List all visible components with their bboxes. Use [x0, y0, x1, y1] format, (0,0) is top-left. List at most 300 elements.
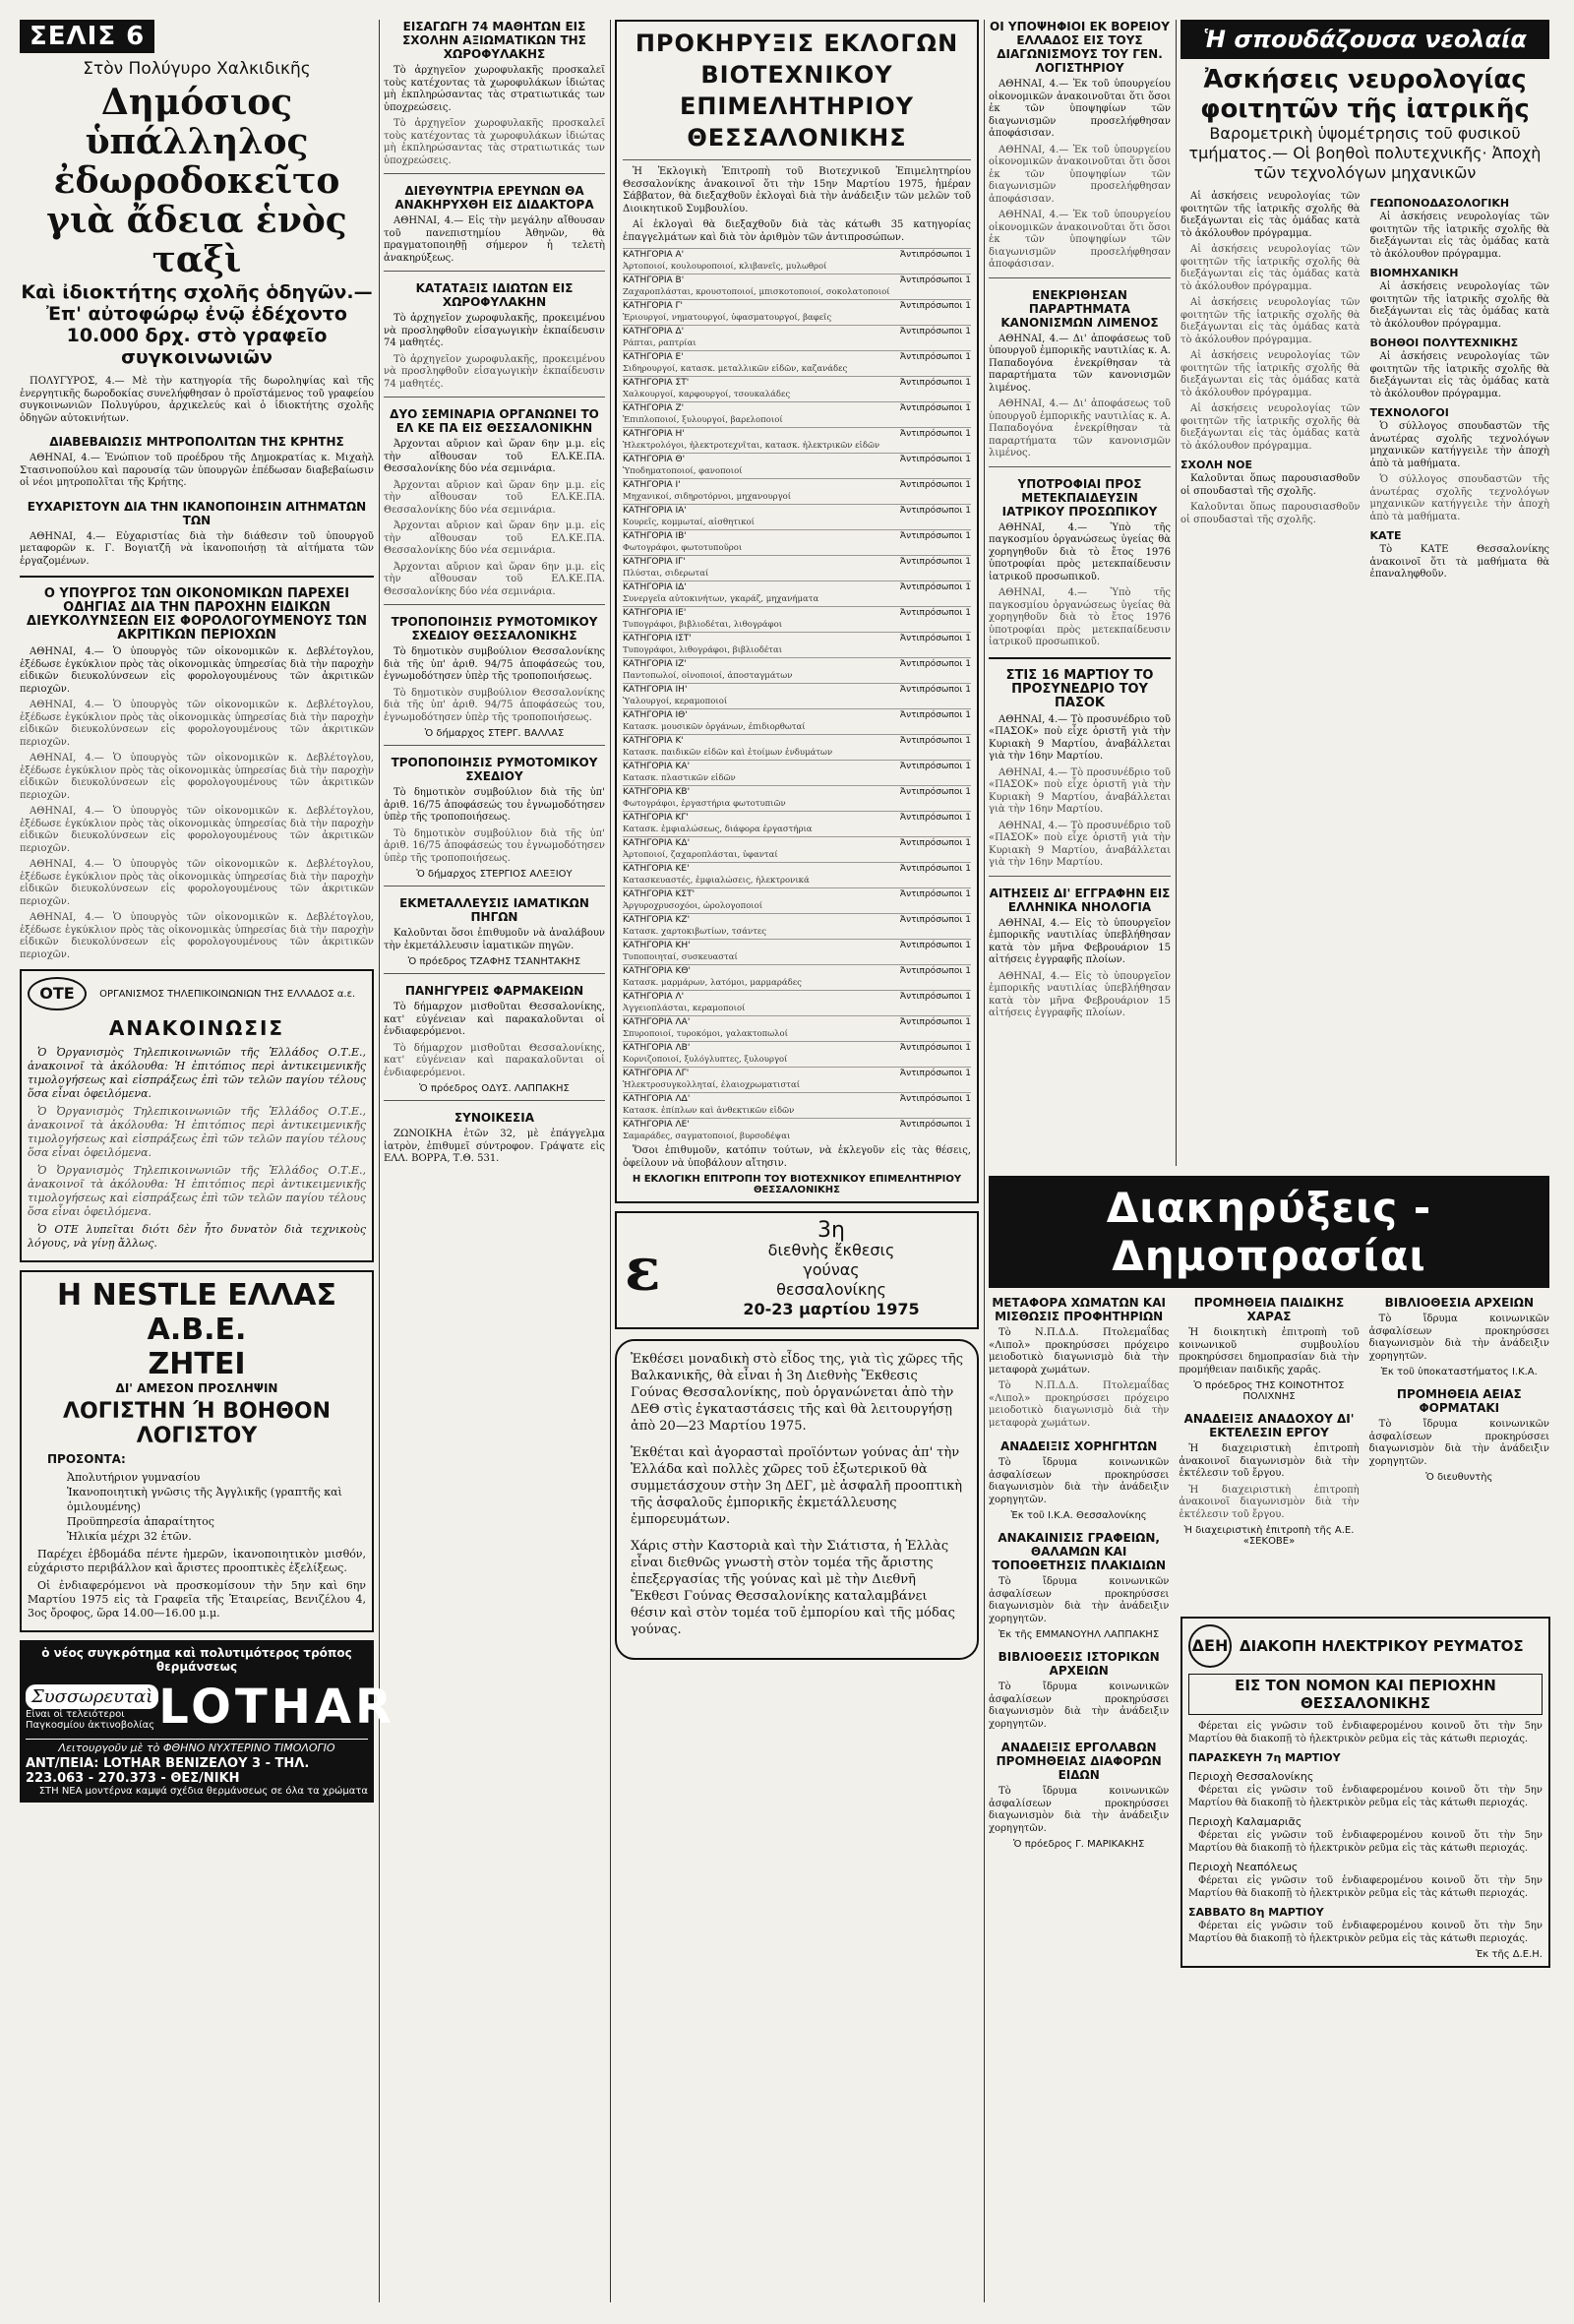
ote-announcement	[20, 969, 374, 1262]
category-name: ΚΑΤΗΓΟΡΙΑ ΙΣΤ'	[623, 634, 692, 643]
story-text: ΑΘΗΝΑΙ, 4.— Ὁ ὑπουργὸς τῶν οἰκονομικῶν κ. Δεβλέτογλου, ἐξέδωσε ἐγκύκλιον πρὸς τὰς οἰκονομικὰς ὑπηρεσίας διὰ τὴν παροχὴν εἰδικῶν διευκολύνσεων εἰς φορολογουμένους τῶν ἀκριτικῶν περιοχῶν.	[20, 912, 374, 960]
column-5	[1180, 20, 1549, 585]
category-desc: Κατασκ. ἐπίπλων καὶ ἀνθεκτικῶν εἰδῶν	[623, 1106, 795, 1116]
column-rule	[379, 20, 380, 2302]
divider	[384, 886, 605, 887]
category-row	[623, 478, 971, 492]
category-name: ΚΑΤΗΓΟΡΙΑ Ι'	[623, 480, 681, 490]
elections-signature: Η ΕΚΛΟΓΙΚΗ ΕΠΙΤΡΟΠΗ ΤΟΥ ΒΙΟΤΕΧΝΙΚΟΥ ΕΠΙΜΕΛΗΤΗΡΙΟΥ ΘΕΣΣΑΛΟΝΙΚΗΣ	[632, 1174, 962, 1195]
category-name: ΚΑΤΗΓΟΡΙΑ ΛΒ'	[623, 1043, 691, 1053]
dei-area: Περιοχὴ Νεαπόλεως	[1188, 1861, 1299, 1873]
expo-article	[615, 1339, 979, 1660]
story-text: ΑΘΗΝΑΙ, 4.— Ἐκ τοῦ ὑπουργείου οἰκονομικῶν ἀνακοινοῦται ὅτι ὅσοι ἐκ τῶν ὑποψηφίων τῶν διαγωνισμῶν προσελήφθησαν ἀποφάσισαν.	[989, 210, 1171, 270]
ote-text: Ὁ Ὀργανισμὸς Τηλεπικοινωνιῶν τῆς Ἑλλάδος Ο.Τ.Ε., ἀνακοινοῖ τὰ ἀκόλουθα: Ἡ ἐπιτόπιος περὶ ἀντικειμενικῆς τιμολογήσεως καὶ εἰσπράξεως ἐπὶ τῶν τελῶν παγίου τέλους ὅσα εἶναι ὀφειλόμενα.	[28, 1164, 366, 1218]
lothar-brand-row	[26, 1680, 395, 1735]
dei-area: Περιοχὴ Θεσσαλονίκης	[1188, 1770, 1314, 1783]
category-name: ΚΑΤΗΓΟΡΙΑ ΣΤ'	[623, 378, 690, 388]
expo-paragraph: Ἐκθέται καὶ ἀγορασταὶ προϊόντων γούνας ἀπ' τὴν Ἑλλάδα καὶ πολλὲς χῶρες τοῦ ἐξωτερικοῦ θὰ συμμετάσχουν στὴν 3η ΔΕΓ, μὲ ἀσφαλῆ προοπτικὴ τῆς ἀσφαλοῦς ἐμπορικῆς ἐκμετάλλευσης ἐμπορευμάτων.	[631, 1445, 962, 1527]
auction-text: Ἡ διαχειριστικὴ ἐπιτροπὴ ἀνακοινοῖ διαγωνισμὸν διὰ τὴν ἐκτέλεσιν τοῦ ἔργου.	[1179, 1443, 1360, 1479]
section-subhead: ΒΟΗΘΟΙ ΠΟΛΥΤΕΧΝΙΚΗΣ	[1369, 336, 1519, 349]
divider	[384, 604, 605, 605]
story-text: ΑΘΗΝΑΙ, 4.— Εἰς τὸ ὑπουργεῖον ἐμπορικῆς ναυτιλίας ὑπεβλήθησαν κατὰ τὸν μῆνα Φεβρουάριον 15 αἰτήσεις ἐγγραφῆς πλοίων.	[989, 917, 1171, 965]
story-text: Τὸ ἀρχηγεῖον χωροφυλακῆς προσκαλεῖ τοὺς κατέχοντας τὰ χωροφυλάκων ἰδιώτας μὴ ἐκπληρώσαντας τὰς στρατιωτικάς των ὑποχρεώσεις.	[384, 65, 605, 113]
divider	[384, 1100, 605, 1101]
story-text: Αἱ ἀσκήσεις νευρολογίας τῶν φοιτητῶν τῆς ἰατρικῆς σχολῆς θὰ διεξάγωνται εἰς τὰς ὁμάδας κατὰ τὸ ἀκόλουθον πρόγραμμα.	[1180, 403, 1361, 452]
auctions-section	[989, 1176, 1549, 1960]
expo-line: διεθνὴς ἔκθεσις	[767, 1241, 895, 1259]
category-name: ΚΑΤΗΓΟΡΙΑ ΚΒ'	[623, 787, 691, 797]
story-text: ΑΘΗΝΑΙ, 4.— Εἰς τὴν μεγάλην αἴθουσαν τοῦ πανεπιστημίου Ἀθηνῶν, θὰ πραγματοποιηθῇ σήμερον ἡ τελετὴ ἀνακηρύξεως.	[384, 215, 605, 264]
category-row	[623, 939, 971, 952]
section-subhead: ΣΧΟΛΗ ΝΟΕ	[1180, 459, 1252, 471]
story-headline: ΣΤΙΣ 16 ΜΑΡΤΙΟΥ ΤΟ ΠΡΟΣΥΝΕΔΡΙΟ ΤΟΥ ΠΑΣΟΚ	[1005, 667, 1154, 710]
story-text: Τὸ δημοτικὸν συμβούλιον Θεσσαλονίκης διὰ τῆς ὑπ' ἀριθ. 94/75 ἀποφάσεώς του, ἐγνωμοδότησεν ὑπὲρ τῆς τροποποιήσεως.	[384, 687, 605, 723]
category-reps: Ἀντιπρόσωποι 1	[899, 403, 971, 413]
dei-text: Φέρεται εἰς γνῶσιν τοῦ ἐνδιαφερομένου κοινοῦ ὅτι τὴν 5ην Μαρτίου θὰ διακοπῇ τὸ ἠλεκτρικὸν ρεῦμα εἰς τὰς κάτωθι περιοχάς.	[1188, 1830, 1543, 1854]
auction-text: Τὸ ἴδρυμα κοινωνικῶν ἀσφαλίσεων προκηρύσσει διαγωνισμὸν διὰ τὴν ἀνάδειξιν χορηγητῶν.	[989, 1682, 1170, 1730]
qual-item: Ἡλικία μέχρι 32 ἐτῶν.	[67, 1530, 192, 1543]
expo-number: 3η	[817, 1218, 845, 1243]
category-reps: Ἀντιπρόσωποι 1	[899, 506, 971, 516]
category-reps: Ἀντιπρόσωποι 1	[899, 301, 971, 311]
story-text: Ἀρχονται αὔριον καὶ ὥραν 6ην μ.μ. εἰς τὴν αἴθουσαν τοῦ ΕΛ.ΚΕ.ΠΑ. Θεσσαλονίκης δύο νέα σεμινάρια.	[384, 479, 605, 516]
dei-area: Περιοχὴ Καλαμαριᾶς	[1188, 1815, 1302, 1828]
story-headline: ΕΙΣΑΓΩΓΗ 74 ΜΑΘΗΤΩΝ ΕΙΣ ΣΧΟΛΗΝ ΑΞΙΩΜΑΤΙΚΩΝ ΤΗΣ ΧΩΡΟΦΥΛΑΚΗΣ	[402, 20, 586, 61]
ote-title: ΑΝΑΚΟΙΝΩΣΙΣ	[108, 1016, 285, 1040]
lothar-strip: Λειτουργοῦν μὲ τὸ ΦΘΗΝΟ ΝΥΧΤΕΡΙΝΟ ΤΙΜΟΛΟΓΙΟ	[26, 1739, 368, 1754]
category-reps: Ἀντιπρόσωποι 1	[899, 710, 971, 720]
category-row	[623, 325, 971, 338]
category-row	[623, 708, 971, 722]
auction-headline: ΑΝΑΔΕΙΞΙΣ ΕΡΓΟΛΑΒΩΝ ΠΡΟΜΗΘΕΙΑΣ ΔΙΑΦΟΡΩΝ ΕΙΔΩΝ	[996, 1741, 1162, 1782]
category-reps: Ἀντιπρόσωποι 1	[899, 1017, 971, 1027]
category-desc: Κορνιζοποιοί, ξυλόγλυπτες, ξυλουργοί	[623, 1055, 788, 1065]
lothar-brand: LOTHAR	[158, 1680, 395, 1735]
story-text: ΑΘΗΝΑΙ, 4.— Δι' ἀποφάσεως τοῦ ὑπουργοῦ ἐμπορικῆς ναυτιλίας κ. Α. Παπαδογόνα ἐνεκρίθησαν τὰ παραρτήματα τῶν κανονισμῶν λιμένος.	[989, 398, 1171, 459]
category-name: ΚΑΤΗΓΟΡΙΑ Λ'	[623, 992, 685, 1002]
category-row	[623, 299, 971, 313]
auctions-banner: Διακηρύξεις - Δημοπρασίαι	[989, 1176, 1549, 1288]
story-headline: Ο ΥΠΟΥΡΓΟΣ ΤΩΝ ΟΙΚΟΝΟΜΙΚΩΝ ΠΑΡΕΧΕΙ ΟΔΗΓΙΑΣ ΔΙΑ ΤΗΝ ΠΑΡΟΧΗΝ ΕΙΔΙΚΩΝ ΔΙΕΥΚΟΛΥΝΣΕΩΝ ΕΙΣ ΦΟΡΟΛΟΓΟΥΜΕΝΟΥΣ ΤΩΝ ΑΚΡΙΤΙΚΩΝ ΠΕΡΙΟΧΩΝ	[27, 586, 367, 642]
category-desc: Κουρεῖς, κομμωταί, αἰσθητικοί	[623, 518, 756, 527]
category-desc: Κατασκ. ἐμφιαλώσεως, διάφορα ἐργαστήρια	[623, 825, 813, 834]
lothar-tagline: ὁ νέος συγκρότημα καὶ πολυτιμότερος τρόπος θερμάνσεως	[41, 1646, 352, 1674]
auction-signature: Ἐκ τῆς ΕΜΜΑΝΟΥΗΛ ΛΑΠΠΑΚΗΣ	[999, 1629, 1160, 1640]
youth-col-left	[1180, 191, 1361, 585]
story-text: ΑΘΗΝΑΙ, 4.— Ἐκ τοῦ ὑπουργείου οἰκονομικῶν ἀνακοινοῦται ὅτι ὅσοι ἐκ τῶν ὑποψηφίων τῶν διαγωνισμῶν προσελήφθησαν ἀποφάσισαν.	[989, 144, 1171, 205]
category-row	[623, 964, 971, 978]
expo-line: γούνας	[803, 1260, 860, 1279]
lothar-side-note: ΣΤΗ ΝΕΑ μοντέρνα καμψά σχέδια θερμάνσεως σε όλα τα χρώματα	[38, 1786, 368, 1797]
lothar-syn-label: Συσσωρευταὶ	[26, 1684, 158, 1709]
category-row	[623, 350, 971, 364]
auction-text: Ἡ διαχειριστικὴ ἐπιτροπὴ ἀνακοινοῖ διαγωνισμὸν διὰ τὴν ἐκτέλεσιν τοῦ ἔργου.	[1179, 1484, 1360, 1520]
category-desc: Ἠλεκτροσυγκολληταί, ἐλαιοχρωματισταί	[623, 1080, 801, 1090]
column-rule	[984, 20, 985, 2302]
elections-notice	[615, 20, 979, 1203]
category-desc: Σαμαράδες, σαγματοποιοί, βυρσοδέψαι	[623, 1131, 791, 1141]
category-desc: Σιδηρουργοί, κατασκ. μεταλλικῶν εἰδῶν, καζανάδες	[623, 364, 848, 374]
dei-notice	[1180, 1617, 1550, 1968]
column-4	[989, 20, 1171, 1024]
section-subhead: ΒΙΟΜΗΧΑΝΙΚΗ	[1369, 267, 1459, 279]
story-headline: ΔΙΕΥΘΥΝΤΡΙΑ ΕΡΕΥΝΩΝ ΘΑ ΑΝΑΚΗΡΥΧΘΗ ΕΙΣ ΔΙΔΑΚΤΟΡΑ	[394, 184, 594, 212]
elections-title: ΠΡΟΚΗΡΥΞΙΣ ΕΚΛΟΓΩΝ ΒΙΟΤΕΧΝΙΚΟΥ ΕΠΙΜΕΛΗΤΗΡΙΟΥ ΘΕΣΣΑΛΟΝΙΚΗΣ	[635, 30, 959, 152]
category-name: ΚΑΤΗΓΟΡΙΑ Α'	[623, 250, 685, 260]
category-desc: Κατασκ. χαρτοκιβωτίων, τσάντες	[623, 927, 767, 937]
expo-text	[694, 1218, 969, 1319]
column-rule	[1176, 20, 1177, 1166]
category-desc: Ζαχαροπλάσται, κρουστοποιοί, μπισκοτοποιοί, σοκολατοποιοί	[623, 287, 890, 297]
story-headline: ΟΙ ΥΠΟΨΗΦΙΟΙ ΕΚ ΒΟΡΕΙΟΥ ΕΛΛΑΔΟΣ ΕΙΣ ΤΟΥΣ ΔΙΑΓΩΝΙΣΜΟΥΣ ΤΟΥ ΓΕΝ. ΛΟΓΙΣΤΗΡΙΟΥ	[990, 20, 1170, 75]
category-reps: Ἀντιπρόσωποι 1	[899, 582, 971, 592]
qual-item: Ἱκανοποιητικὴ γνῶσις τῆς Ἀγγλικῆς (γραπτῆς καὶ ὁμιλουμένης)	[67, 1486, 342, 1513]
ote-logo: ΟΤΕ	[28, 977, 87, 1010]
category-desc: Ἐριουργοί, νηματουργοί, ὑφασματουργοί, βαφεῖς	[623, 313, 832, 323]
auction-headline: ΑΝΑΔΕΙΞΙΣ ΑΝΑΔΟΧΟΥ ΔΙ' ΕΚΤΕΛΕΣΙΝ ΕΡΓΟΥ	[1183, 1412, 1355, 1439]
lothar-address: ΑΝΤ/ΠΕΙΑ: LOTHAR ΒΕΝΙΖΕΛΟΥ 3 - ΤΗΛ. 223.063 - 270.373 - ΘΕΣ/ΝΙΚΗ	[26, 1756, 310, 1786]
category-reps: Ἀντιπρόσωποι 1	[899, 1120, 971, 1130]
category-row	[623, 453, 971, 466]
story-text: Αἱ ἀσκήσεις νευρολογίας τῶν φοιτητῶν τῆς ἰατρικῆς σχολῆς θὰ διεξάγωνται εἰς τὰς ὁμάδας κατὰ τὸ ἀκόλουθον πρόγραμμα.	[1180, 244, 1361, 292]
category-row	[623, 632, 971, 645]
category-reps: Ἀντιπρόσωποι 1	[899, 838, 971, 848]
auction-text: Τὸ ἴδρυμα κοινωνικῶν ἀσφαλίσεων προκηρύσσει διαγωνισμὸν διὰ τὴν ἀνάδειξιν χορηγητῶν.	[989, 1576, 1170, 1624]
category-name: ΚΑΤΗΓΟΡΙΑ ΛΔ'	[623, 1094, 691, 1104]
story-text: Τὸ ἀρχηγεῖον χωροφυλακῆς, προκειμένου νὰ προσληφθοῦν εἰσαγωγικὴν ἐκπαίδευσιν 74 μαθητές.	[384, 353, 605, 390]
category-row	[623, 785, 971, 799]
auction-signature: Ὁ πρόεδρος Γ. ΜΑΡΙΚΑΚΗΣ	[1012, 1839, 1145, 1850]
story-text: Ἀρχονται αὔριον καὶ ὥραν 6ην μ.μ. εἰς τὴν αἴθουσαν τοῦ ΕΛ.ΚΕ.ΠΑ. Θεσσαλονίκης δύο νέα σεμινάρια.	[384, 520, 605, 556]
nestle-offer: Παρέχει ἑβδομάδα πέντε ἡμερῶν, ἱκανοποιητικὸν μισθόν, εὐχάριστο περιβάλλον καὶ ἄριστες προοπτικὲς ἐξελίξεως.	[28, 1548, 366, 1574]
story-text: Ὁ σύλλογος σπουδαστῶν τῆς ἀνωτέρας σχολῆς τεχνολόγων μηχανικῶν κατήγγειλε τὴν ἀποχὴ ἀπὸ τὰ μαθήματα.	[1369, 474, 1549, 522]
category-desc: Τυπογράφοι, λιθογράφοι, βιβλιοδέται	[623, 645, 783, 655]
category-row	[623, 990, 971, 1004]
auction-headline: ΑΝΑΔΕΙΞΙΣ ΧΟΡΗΓΗΤΩΝ	[999, 1439, 1158, 1453]
story-text: ΑΘΗΝΑΙ, 4.— Ὑπὸ τῆς παγκοσμίου ὀργανώσεως ὑγείας θὰ χορηγηθοῦν διὰ τὸ ἔτος 1976 ὑποτροφίαι πρὸς μετεκπαίδευσιν ἰατρικοῦ προσωπικοῦ.	[989, 521, 1171, 582]
auction-signature: Ἐκ τοῦ Ι.Κ.Α. Θεσσαλονίκης	[1010, 1510, 1147, 1521]
section-subhead: ΤΕΧΝΟΛΟΓΟΙ	[1369, 406, 1449, 419]
auction-headline: ΒΙΒΛΙΟΘΕΣΙΣ ΙΣΤΟΡΙΚΩΝ ΑΡΧΕΙΩΝ	[998, 1650, 1160, 1678]
story-text: Τὸ δημοτικὸν συμβούλιον Θεσσαλονίκης διὰ τῆς ὑπ' ἀριθ. 94/75 ἀποφάσεώς του, ἐγνωμοδότησεν ὑπὲρ τῆς τροποποιήσεως.	[384, 646, 605, 682]
expo-paragraph: Ἐκθέσει μοναδικὴ στὸ εἶδος της, γιὰ τὶς χῶρες τῆς Βαλκανικῆς, θὰ εἶναι ἡ 3η Διεθνὴς Ἔκθεσις Γούνας Θεσσαλονίκης, ποὺ ὀργανώνεται ἀπὸ τὴν ΔΕΘ στὶς ἐγκαταστάσεις τῆς καὶ θὰ λειτουργήσῃ ἀπὸ 20—23 Μαρτίου 1975.	[631, 1352, 963, 1434]
category-desc: Τυποποιηταί, συσκευασταί	[623, 952, 738, 962]
story-headline: ΕΚΜΕΤΑΛΛΕΥΣΙΣ ΙΑΜΑΤΙΚΩΝ ΠΗΓΩΝ	[399, 896, 589, 924]
expo-dates: 20-23 μαρτίου 1975	[743, 1300, 920, 1318]
story-text: Αἱ ἀσκήσεις νευρολογίας τῶν φοιτητῶν τῆς ἰατρικῆς σχολῆς θὰ διεξάγωνται εἰς τὰς ὁμάδας κατὰ τὸ ἀκόλουθον πρόγραμμα.	[1369, 281, 1549, 330]
category-reps: Ἀντιπρόσωποι 1	[899, 966, 971, 976]
auctions-col-1	[989, 1296, 1169, 1850]
story-text: Τὸ δημοτικὸν συμβούλιον διὰ τῆς ὑπ' ἀριθ. 16/75 ἀποφάσεώς του ἐγνωμοδότησεν ὑπὲρ τῆς τροποποιήσεως.	[384, 787, 605, 823]
category-desc: Μηχανικοί, σιδηροτόρνοι, μηχανουργοί	[623, 492, 792, 502]
expo-line: θεσσαλονίκης	[776, 1280, 886, 1299]
story-headline: ΕΥΧΑΡΙΣΤΟΥΝ ΔΙΑ ΤΗΝ ΙΚΑΝΟΠΟΙΗΣΙΝ ΑΙΤΗΜΑΤΩΝ ΤΩΝ	[27, 499, 367, 527]
nestle-ad	[20, 1270, 374, 1632]
auction-text: Τὸ ἴδρυμα κοινωνικῶν ἀσφαλίσεων προκηρύσσει διαγωνισμὸν διὰ τὴν ἀνάδειξιν χορηγητῶν.	[1368, 1314, 1549, 1362]
story-text: ΑΘΗΝΑΙ, 4.— Τὸ προσυνέδριο τοῦ «ΠΑΣΟΚ» ποὺ εἶχε ὁριστῆ γιὰ τὴν Κυριακὴ 9 Μαρτίου, ἀναβάλλεται γιὰ τὴν 16ην Μαρτίου.	[989, 820, 1171, 868]
category-row	[623, 734, 971, 748]
story-text: ΑΘΗΝΑΙ, 4.— Ὑπὸ τῆς παγκοσμίου ὀργανώσεως ὑγείας θὰ χορηγηθοῦν διὰ τὸ ἔτος 1976 ὑποτροφίαι πρὸς μετεκπαίδευσιν ἰατρικοῦ προσωπικοῦ.	[989, 587, 1171, 647]
category-name: ΚΑΤΗΓΟΡΙΑ ΙΘ'	[623, 710, 688, 720]
category-row	[623, 887, 971, 901]
category-name: ΚΑΤΗΓΟΡΙΑ Η'	[623, 429, 685, 439]
category-row	[623, 811, 971, 825]
category-reps: Ἀντιπρόσωποι 1	[899, 659, 971, 669]
story-text: Ἀρχονται αὔριον καὶ ὥραν 6ην μ.μ. εἰς τὴν αἴθουσαν τοῦ ΕΛ.ΚΕ.ΠΑ. Θεσσαλονίκης δύο νέα σεμινάρια.	[384, 439, 605, 474]
category-desc: Τυπογράφοι, βιβλιοδέται, λιθογράφοι	[623, 620, 783, 630]
category-reps: Ἀντιπρόσωποι 1	[899, 275, 971, 285]
category-desc: Παντοπωλοί, οἰνοποιοί, ἀποσταγμάτων	[623, 671, 793, 681]
lothar-feature: Παγκοσμίου ἀκτινοβολίας	[26, 1719, 155, 1731]
story-signature: Ὁ πρόεδρος ΤΖΑΦΗΣ ΤΣΑΝΗΤΑΚΗΣ	[407, 956, 581, 967]
auction-text: Ἡ διοικητικὴ ἐπιτροπὴ τοῦ κοινωνικοῦ συμβουλίου προκηρύσσει δημοπρασίαν διὰ τὴν προμήθειαν παιδικῆς χαρᾶς.	[1179, 1327, 1360, 1376]
fur-expo-ad	[615, 1211, 979, 1329]
story-text: Τὸ δημοτικὸν συμβούλιον διὰ τῆς ὑπ' ἀριθ. 16/75 ἀποφάσεώς του ἐγνωμοδότησεν ὑπὲρ τῆς τροποποιήσεως.	[384, 827, 605, 864]
category-name: ΚΑΤΗΓΟΡΙΑ ΚΑ'	[623, 762, 691, 771]
section-subhead: ΓΕΩΠΟΝΟΔΑΣΟΛΟΓΙΚΗ	[1369, 197, 1510, 210]
story-text: Αἱ ἀσκήσεις νευρολογίας τῶν φοιτητῶν τῆς ἰατρικῆς σχολῆς θὰ διεξάγωνται εἰς τὰς ὁμάδας κατὰ τὸ ἀκόλουθον πρόγραμμα.	[1180, 297, 1361, 345]
category-desc: Ἀγγειοπλάσται, κεραμοποιοί	[623, 1004, 746, 1013]
category-reps: Ἀντιπρόσωποι 1	[899, 1043, 971, 1053]
story-text: ΑΘΗΝΑΙ, 4.— Εὐχαριστίας διὰ τὴν διάθεσιν τοῦ ὑπουργοῦ μεταφορῶν κ. Γ. Βογιατζῆ νὰ ἱκανοποιήσῃ τὰ αἰτήματα τῶν ἐργαζομένων.	[20, 530, 374, 567]
category-reps: Ἀντιπρόσωποι 1	[899, 634, 971, 643]
category-desc: Ὑποδηματοποιοί, φανοποιοί	[623, 466, 743, 476]
story-text: ΑΘΗΝΑΙ, 4.— Τὸ προσυνέδριο τοῦ «ΠΑΣΟΚ» ποὺ εἶχε ὁριστῆ γιὰ τὴν Κυριακὴ 9 Μαρτίου, ἀναβάλλεται γιὰ τὴν 16ην Μαρτίου.	[989, 766, 1171, 815]
category-name: ΚΑΤΗΓΟΡΙΑ ΚΓ'	[623, 813, 689, 823]
category-reps: Ἀντιπρόσωποι 1	[899, 455, 971, 464]
nestle-company: Η NESTLE ΕΛΛΑΣ Α.Β.Ε.	[57, 1278, 336, 1347]
category-desc: Κατασκ. παιδικῶν εἰδῶν καὶ ἐτοίμων ἐνδυμάτων	[623, 748, 833, 758]
story-headline: ΚΑΤΑΤΑΞΙΣ ΙΔΙΩΤΩΝ ΕΙΣ ΧΩΡΟΦΥΛΑΚΗΝ	[415, 281, 574, 309]
lothar-feature: Εἶναι οἱ τελειότεροι	[26, 1708, 125, 1720]
story-headline: ΤΡΟΠΟΠΟΙΗΣΙΣ ΡΥΜΟΤΟΜΙΚΟΥ ΣΧΕΔΙΟΥ ΘΕΣΣΑΛΟΝΙΚΗΣ	[391, 615, 598, 642]
category-name: ΚΑΤΗΓΟΡΙΑ Γ'	[623, 301, 684, 311]
category-desc: Κατασκ. μουσικῶν ὀργάνων, ἐπιδιορθωταί	[623, 722, 806, 732]
dei-text: Φέρεται εἰς γνῶσιν τοῦ ἐνδιαφερομένου κοινοῦ ὅτι τὴν 5ην Μαρτίου θὰ διακοπῇ τὸ ἠλεκτρικὸν ρεῦμα εἰς τὰς κάτωθι περιοχάς.	[1188, 1875, 1543, 1899]
story-text: Αἱ ἀσκήσεις νευρολογίας τῶν φοιτητῶν τῆς ἰατρικῆς σχολῆς θὰ διεξάγωνται εἰς τὰς ὁμάδας κατὰ τὸ ἀκόλουθον πρόγραμμα.	[1180, 191, 1361, 239]
category-reps: Ἀντιπρόσωποι 1	[899, 915, 971, 925]
category-reps: Ἀντιπρόσωποι 1	[899, 992, 971, 1002]
story-text: ΑΘΗΝΑΙ, 4.— Ὁ ὑπουργὸς τῶν οἰκονομικῶν κ. Δεβλέτογλου, ἐξέδωσε ἐγκύκλιον πρὸς τὰς οἰκονομικὰς ὑπηρεσίας διὰ τὴν παροχὴν εἰδικῶν διευκολύνσεων εἰς φορολογουμένους τῶν ἀκριτικῶν περιοχῶν.	[20, 700, 374, 748]
story-signature: Ὁ δήμαρχος ΣΤΕΡΓ. ΒΑΛΛΑΣ	[424, 728, 565, 739]
column-3	[615, 20, 979, 1660]
category-reps: Ἀντιπρόσωποι 1	[899, 685, 971, 695]
qual-item: Ἀπολυτήριον γυμνασίου	[67, 1471, 201, 1484]
story-text: ΑΘΗΝΑΙ, 4.— Ὁ ὑπουργὸς τῶν οἰκονομικῶν κ. Δεβλέτογλου, ἐξέδωσε ἐγκύκλιον πρὸς τὰς οἰκονομικὰς ὑπηρεσίας διὰ τὴν παροχὴν εἰδικῶν διευκολύνσεων εἰς φορολογουμένους τῶν ἀκριτικῶν περιοχῶν.	[20, 806, 374, 854]
ote-org-name: ΟΡΓΑΝΙΣΜΟΣ ΤΗΛΕΠΙΚΟΙΝΩΝΙΩΝ ΤΗΣ ΕΛΛΑΔΟΣ α.ε.	[99, 989, 356, 1000]
nestle-contact: Οἱ ἐνδιαφερόμενοι νὰ προσκομίσουν τὴν 5ην καὶ 6ην Μαρτίου 1975 εἰς τὰ Γραφεῖα τῆς Ἑταιρείας, Βενιζέλου 4, 3ος ὄροφος, ὥρα 14.00—16.00 μ.μ.	[28, 1579, 366, 1620]
category-name: ΚΑΤΗΓΟΡΙΑ Δ'	[623, 327, 685, 336]
category-reps: Ἀντιπρόσωποι 1	[899, 787, 971, 797]
story-text: ΑΘΗΝΑΙ, 4.— Δι' ἀποφάσεως τοῦ ὑπουργοῦ ἐμπορικῆς ναυτιλίας κ. Α. Παπαδογόνα ἐνεκρίθησαν τὰ παραρτήματα τῶν κανονισμῶν λιμένος.	[989, 333, 1171, 394]
auction-headline: ΑΝΑΚΑΙΝΙΣΙΣ ΓΡΑΦΕΙΩΝ, ΘΑΛΑΜΩΝ ΚΑΙ ΤΟΠΟΘΕΤΗΣΙΣ ΠΛΑΚΙΔΙΩΝ	[992, 1531, 1166, 1572]
auction-signature: Ὁ πρόεδρος ΤΗΣ ΚΟΙΝΟΤΗΤΟΣ ΠΟΛΙΧΝΗΣ	[1193, 1380, 1345, 1402]
category-reps: Ἀντιπρόσωποι 1	[899, 941, 971, 950]
divider	[989, 466, 1171, 467]
ote-closing: Ὁ ΟΤΕ λυπεῖται διότι δὲν ἦτο δυνατὸν διὰ τεχνικοὺς λόγους, νὰ γίνῃ ἄλλως.	[28, 1223, 366, 1250]
category-row	[623, 504, 971, 518]
column-2	[384, 20, 605, 1170]
category-desc: Ἐπιπλοποιοί, ξυλουργοί, βαρελοποιοί	[623, 415, 783, 425]
category-desc: Πλύσται, σιδερωταί	[623, 569, 709, 579]
category-row	[623, 1092, 971, 1106]
story-kicker: Στὸν Πολύγυρο Χαλκιδικῆς	[83, 59, 311, 79]
story-text: ΑΘΗΝΑΙ, 4.— Ὁ ὑπουργὸς τῶν οἰκονομικῶν κ. Δεβλέτογλου, ἐξέδωσε ἐγκύκλιον πρὸς τὰς οἰκονομικὰς ὑπηρεσίας διὰ τὴν παροχὴν εἰδικῶν διευκολύνσεων εἰς φορολογουμένους τῶν ἀκριτικῶν περιοχῶν.	[20, 646, 374, 695]
ote-text: Ὁ Ὀργανισμὸς Τηλεπικοινωνιῶν τῆς Ἑλλάδος Ο.Τ.Ε., ἀνακοινοῖ τὰ ἀκόλουθα: Ἡ ἐπιτόπιος περὶ ἀντικειμενικῆς τιμολογήσεως καὶ εἰσπράξεως ἐπὶ τῶν τελῶν παγίου τέλους ὅσα εἶναι ὀφειλόμενα.	[28, 1046, 366, 1100]
auction-text: Τὸ Ν.Π.Δ.Δ. Πτολεμαΐδας «Λιπολ» προκηρύσσει πρόχειρο μειοδοτικὸ διαγωνισμὸ διὰ τὴν μεταφορὰ χωμάτων.	[989, 1380, 1170, 1429]
divider	[384, 745, 605, 746]
category-desc: Χαλκουργοί, καρφουργοί, τσουκαλάδες	[623, 390, 791, 399]
story-text: ΑΘΗΝΑΙ, 4.— Ὁ ὑπουργὸς τῶν οἰκονομικῶν κ. Δεβλέτογλου, ἐξέδωσε ἐγκύκλιον πρὸς τὰς οἰκονομικὰς ὑπηρεσίας διὰ τὴν παροχὴν εἰδικῶν διευκολύνσεων εἰς φορολογουμένους τῶν ἀκριτικῶν περιοχῶν.	[20, 753, 374, 801]
story-text: ΑΘΗΝΑΙ, 4.— Ἐνώπιον τοῦ προέδρου τῆς Δημοκρατίας κ. Μιχαὴλ Στασινοπούλου καὶ παρουσίᾳ τῶν ὑπουργῶν ἐπέδωσαν διαβεβαίωσιν οἱ νέοι μητροπολῖται τῆς Κρήτης.	[20, 453, 374, 488]
expo-paragraph: Χάρις στὴν Καστοριὰ καὶ τὴν Σιάτιστα, ἡ Ἑλλὰς εἶναι διεθνῶς γνωστὴ στὸν τομέα τῆς ἄριστης ἐπεξεργασίας τῆς γούνας καὶ μὲ τὴν Διεθνῆ Ἔκθεσι Γούνας Θεσσαλονίκης καταλαμβάνει θέσιν καὶ στὸν τομέα τοῦ ἐμπορίου καὶ τῆς μόδας γούνας.	[631, 1539, 955, 1637]
category-desc: Ὑαλουργοί, κεραμοποιοί	[623, 697, 728, 706]
auction-headline: ΠΡΟΜΗΘΕΙΑ ΑΕΙΑΣ ΦΟΡΜΑΤΑΚΙ	[1396, 1387, 1522, 1415]
auction-text: Τὸ ἴδρυμα κοινωνικῶν ἀσφαλίσεων προκηρύσσει διαγωνισμὸν διὰ τὴν ἀνάδειξιν χορηγητῶν.	[1368, 1419, 1549, 1467]
category-reps: Ἀντιπρόσωποι 1	[899, 762, 971, 771]
dei-text: Φέρεται εἰς γνῶσιν τοῦ ἐνδιαφερομένου κοινοῦ ὅτι τὴν 5ην Μαρτίου θὰ διακοπῇ τὸ ἠλεκτρικὸν ρεῦμα εἰς τὰς κάτωθι περιοχάς.	[1188, 1921, 1543, 1944]
story-headline: ΥΠΟΤΡΟΦΙΑΙ ΠΡΟΣ ΜΕΤΕΚΠΑΙΔΕΥΣΙΝ ΙΑΤΡΙΚΟΥ ΠΡΟΣΩΠΙΚΟΥ	[1001, 476, 1158, 519]
dei-intro: Φέρεται εἰς γνῶσιν τοῦ ἐνδιαφερομένου κοινοῦ ὅτι τὴν 5ην Μαρτίου θὰ διακοπῇ τὸ ἠλεκτρικὸν ρεῦμα εἰς τὰς κάτωθι περιοχάς.	[1188, 1721, 1543, 1744]
category-name: ΚΑΤΗΓΟΡΙΑ ΙΓ'	[623, 557, 686, 567]
story-text: Ἀρχονται αὔριον καὶ ὥραν 6ην μ.μ. εἰς τὴν αἴθουσαν τοῦ ΕΛ.ΚΕ.ΠΑ. Θεσσαλονίκης δύο νέα σεμινάρια.	[384, 561, 605, 597]
story-text: Τὸ δήμαρχον μισθοῦται Θεσσαλονίκης, κατ' εὐγένειαν καὶ παρακαλοῦνται οἱ ἐνδιαφερόμενοι.	[384, 1002, 605, 1037]
category-reps: Ἀντιπρόσωποι 1	[899, 813, 971, 823]
category-desc: Κατασκ. πλαστικῶν εἰδῶν	[623, 773, 736, 783]
category-reps: Ἀντιπρόσωποι 1	[899, 1069, 971, 1078]
category-row	[623, 248, 971, 262]
category-row	[623, 1118, 971, 1131]
story-headline: ΔΙΑΒΕΒΑΙΩΣΙΣ ΜΗΤΡΟΠΟΛΙΤΩΝ ΤΗΣ ΚΡΗΤΗΣ	[49, 435, 344, 449]
quals-title: ΠΡΟΣΟΝΤΑ:	[47, 1452, 126, 1466]
category-row	[623, 1067, 971, 1080]
divider	[989, 657, 1171, 659]
category-row	[623, 836, 971, 850]
category-row	[623, 376, 971, 390]
youth-headline: Ἀσκήσεις νευρολογίας φοιτητῶν τῆς ἰατρικῆς	[1200, 65, 1530, 124]
auction-text: Τὸ Ν.Π.Δ.Δ. Πτολεμαΐδας «Λιπολ» προκηρύσσει πρόχειρο μειοδοτικὸ διαγωνισμὸ διὰ τὴν μεταφορὰ χωμάτων.	[989, 1327, 1170, 1376]
elections-outro: Ὅσοι ἐπιθυμοῦν, κατόπιν τούτων, νὰ ἐκλεγοῦν εἰς τὰς θέσεις, ὀφείλουν νὰ ὑποβάλουν αἴτησιν.	[623, 1145, 971, 1169]
category-name: ΚΑΤΗΓΟΡΙΑ ΙΒ'	[623, 531, 687, 541]
category-desc: Ἠλεκτρολόγοι, ἠλεκτροτεχνῖται, κατασκ. ἠλεκτρικῶν εἰδῶν	[623, 441, 880, 451]
quals-list	[67, 1470, 366, 1544]
category-name: ΚΑΤΗΓΟΡΙΑ ΚΖ'	[623, 915, 691, 925]
category-name: ΚΑΤΗΓΟΡΙΑ ΚΗ'	[623, 941, 691, 950]
story-text: Τὸ ἀρχηγεῖον χωροφυλακῆς προσκαλεῖ τοὺς κατέχοντας τὰ χωροφυλάκων ἰδιώτας μὴ ἐκπληρώσαντας τὰς στρατιωτικάς των ὑποχρεώσεις.	[384, 118, 605, 166]
divider	[623, 159, 971, 160]
category-reps: Ἀντιπρόσωποι 1	[899, 608, 971, 618]
category-row	[623, 1015, 971, 1029]
qual-item: Προϋπηρεσία ἀπαραίτητος	[67, 1515, 214, 1528]
auction-signature: Ἐκ τοῦ ὑποκαταστήματος Ι.Κ.Α.	[1380, 1367, 1538, 1377]
divider	[384, 173, 605, 174]
lead-text: ΠΟΛΥΓΥΡΟΣ, 4.— Μὲ τὴν κατηγορία τῆς δωροληψίας καὶ τῆς ἐνεργητικῆς δωροδοκίας συνελήφθησαν ὁ προϊστάμενος τοῦ γραφείου συγκοινωνιῶν Πολυγύρου, ἀρχικελεύς καὶ ὁ ἰδιοκτήτης σχολῆς ὁδηγῶν αὐτοκινήτων.	[20, 376, 374, 424]
category-reps: Ἀντιπρόσωποι 1	[899, 1094, 971, 1104]
story-text: ΑΘΗΝΑΙ, 4.— Ἐκ τοῦ ὑπουργείου οἰκονομικῶν ἀνακοινοῦται ὅτι ὅσοι ἐκ τῶν ὑποψηφίων τῶν διαγωνισμῶν προσελήφθησαν ἀποφάσισαν.	[989, 79, 1171, 139]
auction-signature: Ὁ διευθυντὴς	[1425, 1472, 1493, 1483]
story-text: ΑΘΗΝΑΙ, 4.— Εἰς τὸ ὑπουργεῖον ἐμπορικῆς ναυτιλίας ὑπεβλήθησαν κατὰ τὸν μῆνα Φεβρουάριον 15 αἰτήσεις ἐγγραφῆς πλοίων.	[989, 970, 1171, 1018]
dei-text: Φέρεται εἰς γνῶσιν τοῦ ἐνδιαφερομένου κοινοῦ ὅτι τὴν 5ην Μαρτίου θὰ διακοπῇ τὸ ἠλεκτρικὸν ρεῦμα εἰς τὰς κάτωθι περιοχάς.	[1188, 1785, 1543, 1808]
story-headline: ΤΡΟΠΟΠΟΙΗΣΙΣ ΡΥΜΟΤΟΜΙΚΟΥ ΣΧΕΔΙΟΥ	[391, 756, 598, 783]
story-text: Αἱ ἀσκήσεις νευρολογίας τῶν φοιτητῶν τῆς ἰατρικῆς σχολῆς θὰ διεξάγωνται εἰς τὰς ὁμάδας κατὰ τὸ ἀκόλουθον πρόγραμμα.	[1180, 350, 1361, 398]
dei-day: ΣΑΒΒΑΤΟ 8η ΜΑΡΤΙΟΥ	[1188, 1906, 1324, 1919]
category-row	[623, 401, 971, 415]
story-text: Καλοῦνται ὅπως παρουσιασθοῦν οἱ σπουδασταὶ τῆς σχολῆς.	[1180, 473, 1361, 497]
category-name: ΚΑΤΗΓΟΡΙΑ Ζ'	[623, 403, 685, 413]
category-reps: Ἀντιπρόσωποι 1	[899, 736, 971, 746]
category-name: ΚΑΤΗΓΟΡΙΑ Β'	[623, 275, 685, 285]
nestle-seeks: ΖΗΤΕΙ	[148, 1347, 246, 1381]
story-text: Καλοῦνται ὅσοι ἐπιθυμοῦν νὰ ἀναλάβουν τὴν ἐκμετάλλευσιν ἰαματικῶν πηγῶν.	[384, 928, 605, 951]
lead-headline: Δημόσιος ὑπάλληλος ἐδωροδοκεῖτο γιὰ ἄδεια ἑνὸς ταξὶ	[46, 82, 347, 280]
story-signature: Ὁ δήμαρχος ΣΤΕΡΓΙΟΣ ΑΛΕΞΙΟΥ	[416, 869, 573, 880]
lead-deck: Καὶ ἰδιοκτήτης σχολῆς ὁδηγῶν.— Ἐπ' αὐτοφώρῳ ἐνῷ ἐδέχοντο 10.000 δρχ. στὸ γραφεῖο συγκοινωνιῶν	[21, 281, 373, 368]
story-text: Τὸ ἀρχηγεῖον χωροφυλακῆς, προκειμένου νὰ προσληφθοῦν εἰσαγωγικὴν ἐκπαίδευσιν 74 μαθητές.	[384, 313, 605, 348]
story-headline: ΠΑΝΗΓΥΡΕΙΣ ΦΑΡΜΑΚΕΙΩΝ	[404, 984, 584, 998]
dei-day: ΠΑΡΑΣΚΕΥΗ 7η ΜΑΡΤΙΟΥ	[1188, 1751, 1341, 1764]
expo-logo-icon: ε	[625, 1236, 661, 1305]
youth-deck: Βαρομετρικὴ ὑψομέτρησις τοῦ φυσικοῦ τμήματος.— Οἱ βοηθοὶ πολυτεχνικῆς· Ἀποχὴ τῶν τεχνολόγων μηχανικῶν	[1188, 124, 1542, 182]
category-row	[623, 606, 971, 620]
youth-banner: Ἡ σπουδάζουσα νεολαία	[1180, 20, 1549, 59]
auction-text: Τὸ ἴδρυμα κοινωνικῶν ἀσφαλίσεων προκηρύσσει διαγωνισμὸν διὰ τὴν ἀνάδειξιν χορηγητῶν.	[989, 1457, 1170, 1505]
category-name: ΚΑΤΗΓΟΡΙΑ ΙΔ'	[623, 582, 687, 592]
lothar-bottom	[26, 1754, 368, 1786]
category-name: ΚΑΤΗΓΟΡΙΑ ΙΖ'	[623, 659, 687, 669]
category-row	[623, 1041, 971, 1055]
category-reps: Ἀντιπρόσωποι 1	[899, 327, 971, 336]
category-row	[623, 657, 971, 671]
category-name: ΚΑΤΗΓΟΡΙΑ ΚΣΤ'	[623, 889, 696, 899]
category-name: ΚΑΤΗΓΟΡΙΑ ΚΔ'	[623, 838, 691, 848]
category-reps: Ἀντιπρόσωποι 1	[899, 429, 971, 439]
auction-headline: ΒΙΒΛΙΟΘΕΣΙΑ ΑΡΧΕΙΩΝ	[1384, 1296, 1535, 1310]
lothar-ad	[20, 1640, 395, 1803]
category-reps: Ἀντιπρόσωποι 1	[899, 557, 971, 567]
youth-col-right	[1370, 191, 1550, 585]
divider	[384, 271, 605, 272]
story-text: Τὸ ΚΑΤΕ Θεσσαλονίκης ἀνακοινοῖ ὅτι τὰ μαθήματα θὰ ἐπαναληφθοῦν.	[1369, 544, 1549, 580]
column-rule	[610, 20, 611, 2302]
youth-columns	[1180, 191, 1549, 585]
category-row	[623, 274, 971, 287]
category-row	[623, 760, 971, 773]
divider	[989, 277, 1171, 278]
category-row	[623, 913, 971, 927]
story-headline: ΕΝΕΚΡΙΘΗΣΑΝ ΠΑΡΑΡΤΗΜΑΤΑ ΚΑΝΟΝΙΣΜΩΝ ΛΙΜΕΝΟΣ	[1000, 287, 1159, 330]
story-text: Καλοῦνται ὅπως παρουσιασθοῦν οἱ σπουδασταὶ τῆς σχολῆς.	[1180, 502, 1361, 525]
category-name: ΚΑΤΗΓΟΡΙΑ ΛΓ'	[623, 1069, 690, 1078]
category-name: ΚΑΤΗΓΟΡΙΑ ΛΑ'	[623, 1017, 691, 1027]
category-list	[623, 248, 971, 1141]
page-masthead: ΣΕΛΙΣ 6	[20, 20, 154, 53]
category-reps: Ἀντιπρόσωποι 1	[899, 250, 971, 260]
category-desc: Φωτογράφοι, φωτοτυποῦροι	[623, 543, 743, 553]
nestle-position: ΛΟΓΙΣΤΗΝ Ή ΒΟΗΘΟΝ ΛΟΓΙΣΤΟΥ	[62, 1399, 331, 1448]
category-reps: Ἀντιπρόσωποι 1	[899, 480, 971, 490]
category-desc: Ἀρτοποιοί, ζαχαροπλάσται, ὑφανταί	[623, 850, 778, 860]
category-name: ΚΑΤΗΓΟΡΙΑ ΚΕ'	[623, 864, 690, 874]
auction-headline: ΜΕΤΑΦΟΡΑ ΧΩΜΑΤΩΝ ΚΑΙ ΜΙΣΘΩΣΙΣ ΠΡΟΦΗΤΗΡΙΩΝ	[992, 1296, 1166, 1323]
story-headline: ΣΥΝΟΙΚΕΣΙΑ	[454, 1111, 535, 1125]
story-text: ΖΩΝΟΙΚΗΑ ἐτῶν 32, μὲ ἐπάγγελμα ἰατρὸν, ἐπιθυμεῖ σύντροφον. Γράψατε εἰς ΕΛΛ. ΒΟΡΡΑ, Τ.Θ. 531.	[384, 1129, 605, 1164]
story-headline: ΔΥΟ ΣΕΜΙΝΑΡΙΑ ΟΡΓΑΝΩΝΕΙ ΤΟ ΕΛ ΚΕ ΠΑ ΕΙΣ ΘΕΣΣΑΛΟΝΙΚΗΝ	[390, 407, 599, 435]
divider	[20, 576, 374, 578]
category-reps: Ἀντιπρόσωποι 1	[899, 531, 971, 541]
nestle-hire-type: ΔΙ' ΑΜΕΣΟΝ ΠΡΟΣΛΗΨΙΝ	[115, 1381, 278, 1395]
story-text: ΑΘΗΝΑΙ, 4.— Τὸ προσυνέδριο τοῦ «ΠΑΣΟΚ» ποὺ εἶχε ὁριστῆ γιὰ τὴν Κυριακὴ 9 Μαρτίου, ἀναβάλλεται γιὰ τὴν 16ην Μαρτίου.	[989, 713, 1171, 762]
category-desc: Ἀργυροχρυσοχόοι, ὡρολογοποιοί	[623, 901, 763, 911]
